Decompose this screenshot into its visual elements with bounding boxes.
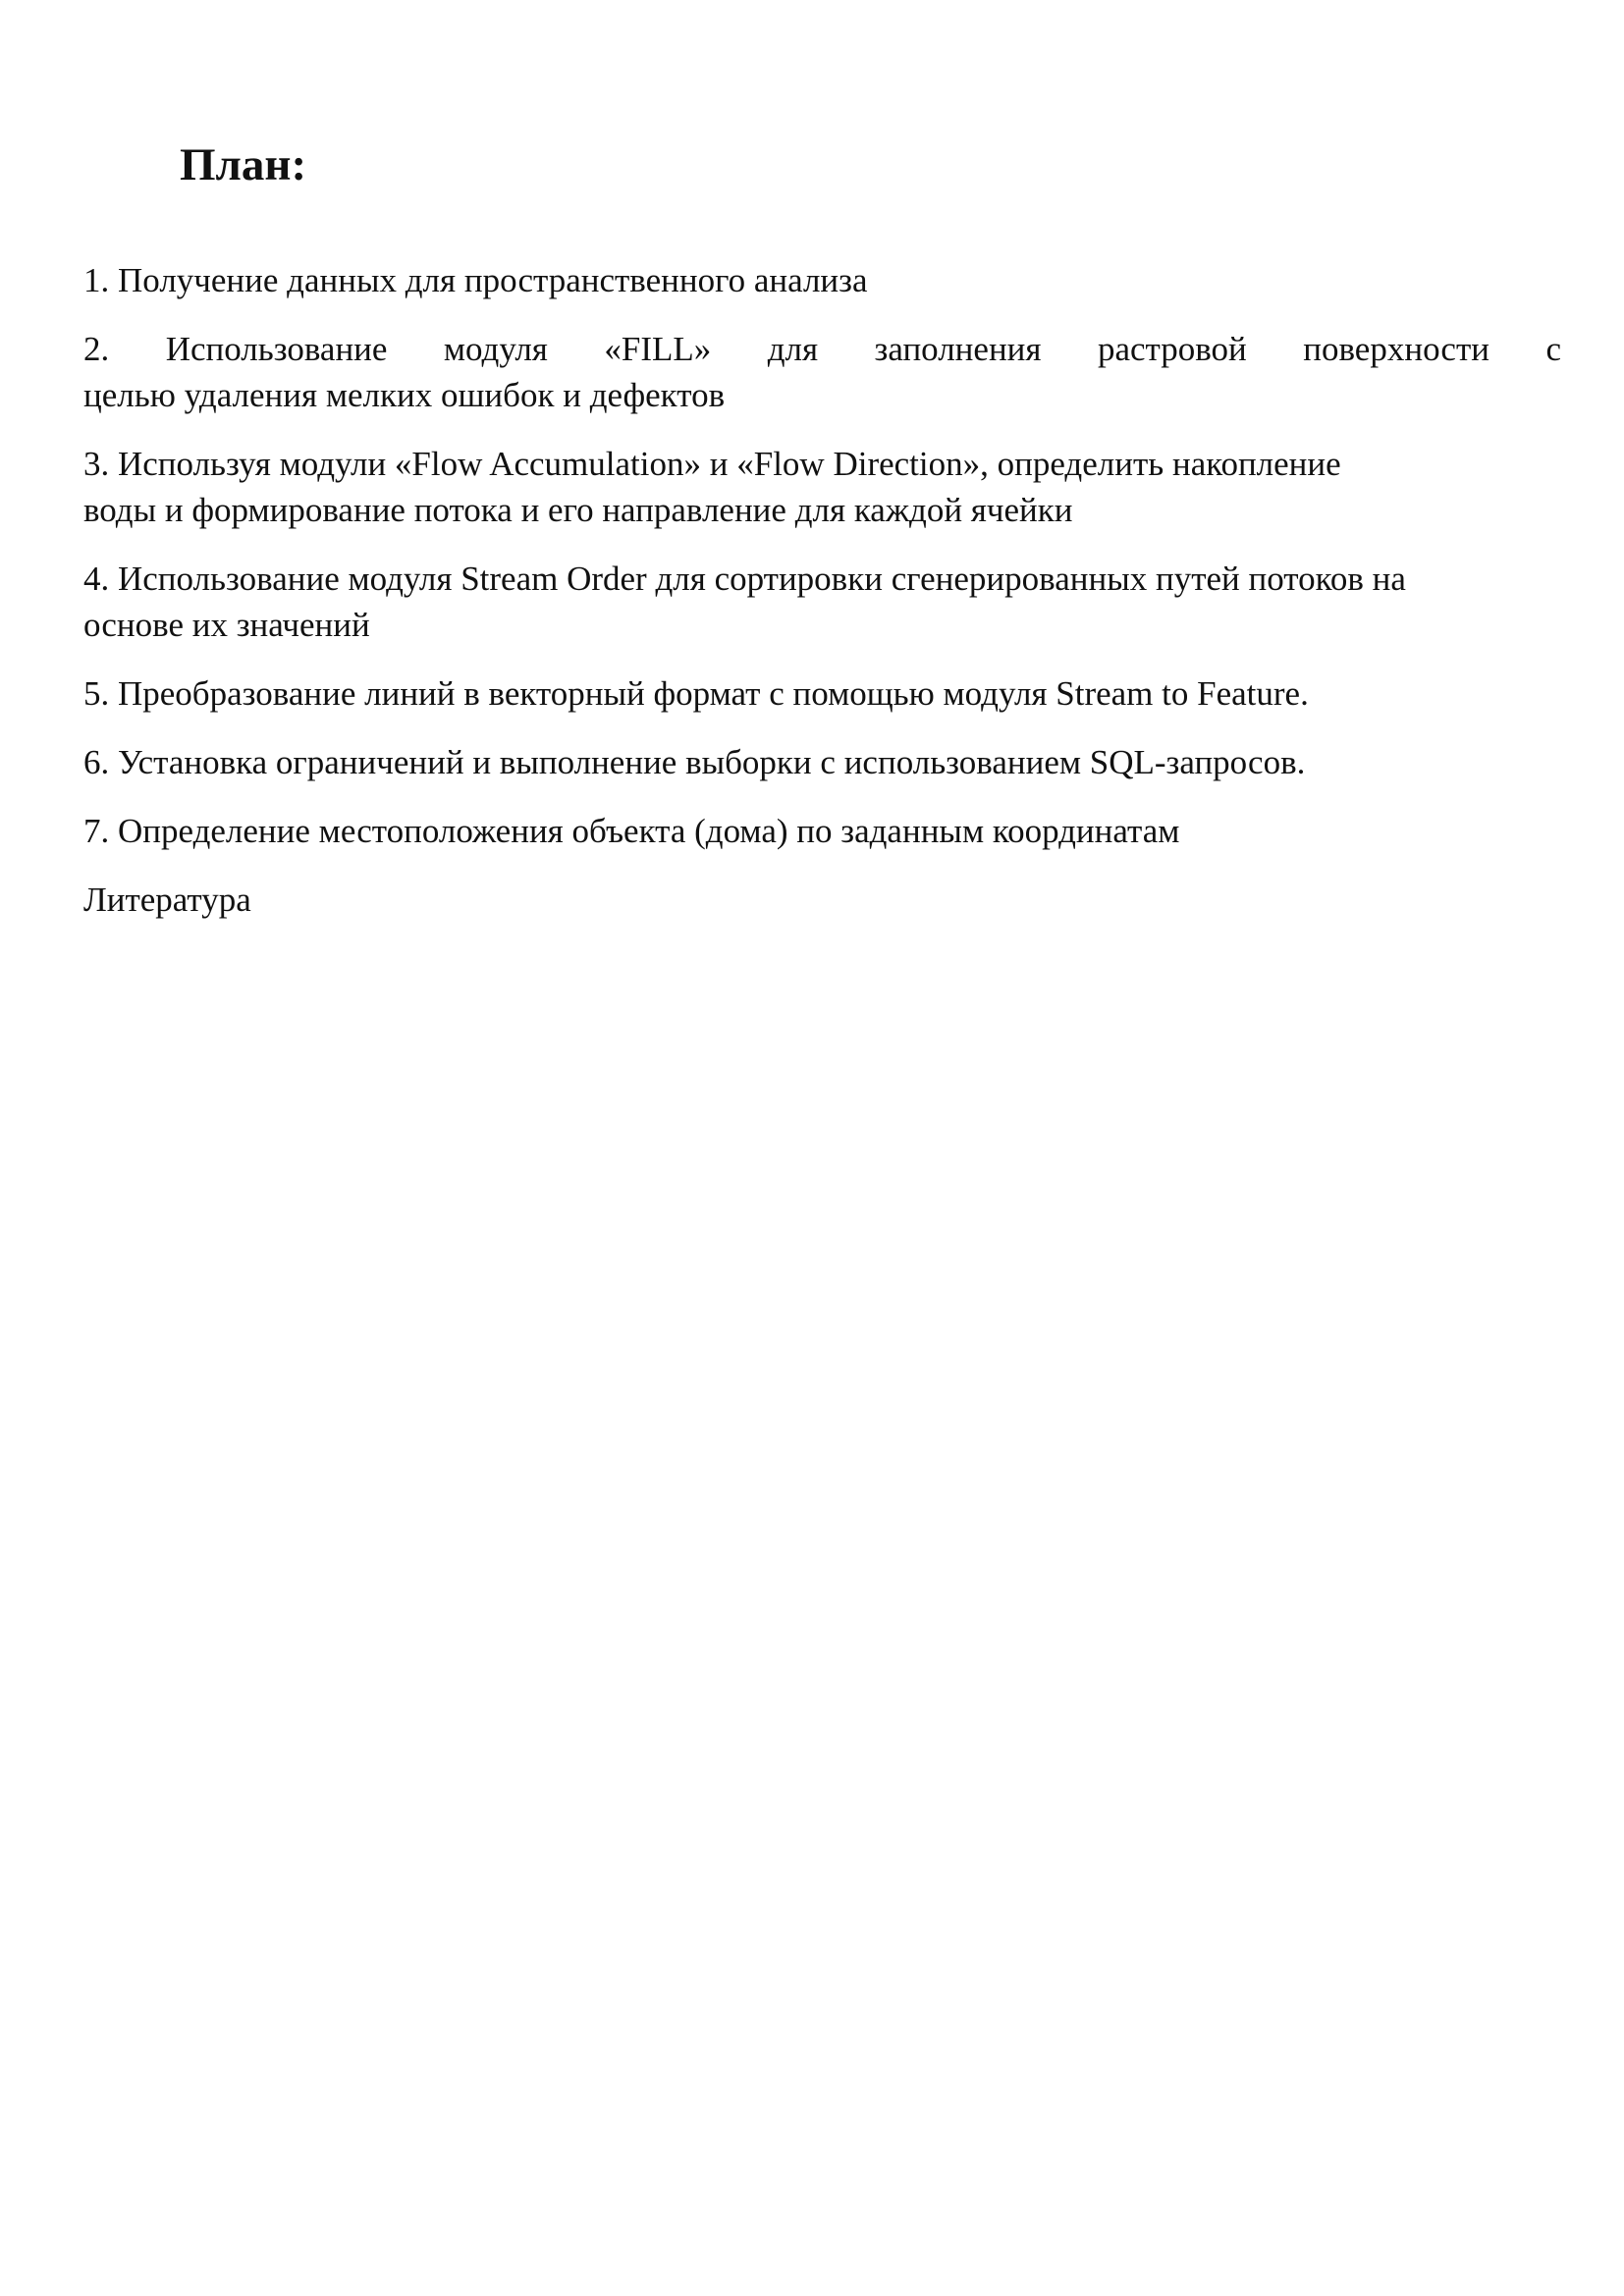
plan-item-4-line-2: основе их значений	[83, 606, 370, 644]
plan-item-5: 5. Преобразование линий в векторный формат с помощью модуля Stream to Feature.	[83, 674, 1309, 713]
plan-item-4	[83, 556, 1561, 648]
plan-heading: План:	[180, 139, 307, 190]
plan-item-3-line-2: воды и формирование потока и его направление для каждой ячейки	[83, 491, 1073, 529]
plan-item-4-line-1: 4. Использование модуля Stream Order для сортировки сгенерированных путей потоков на	[83, 560, 1406, 598]
plan-item-6: 6. Установка ограничений и выполнение выборки с использованием SQL-запросов.	[83, 743, 1306, 781]
plan-item-2-line-1: 2. Использование модуля «FILL» для заполнения растровой поверхности с	[83, 330, 1561, 368]
plan-item-3-line-1: 3. Используя модули «Flow Accumulation» и «Flow Direction», определить накопление	[83, 445, 1341, 483]
plan-item-3	[83, 441, 1561, 533]
plan-item-2-line-2: целью удаления мелких ошибок и дефектов	[83, 376, 726, 414]
literature-heading: Литература	[83, 881, 251, 919]
plan-item-2	[83, 326, 1561, 418]
plan-list	[83, 257, 1561, 923]
plan-item-7: 7. Определение местоположения объекта (дома) по заданным координатам	[83, 812, 1180, 850]
plan-item-1: 1. Получение данных для пространственного анализа	[83, 261, 868, 299]
